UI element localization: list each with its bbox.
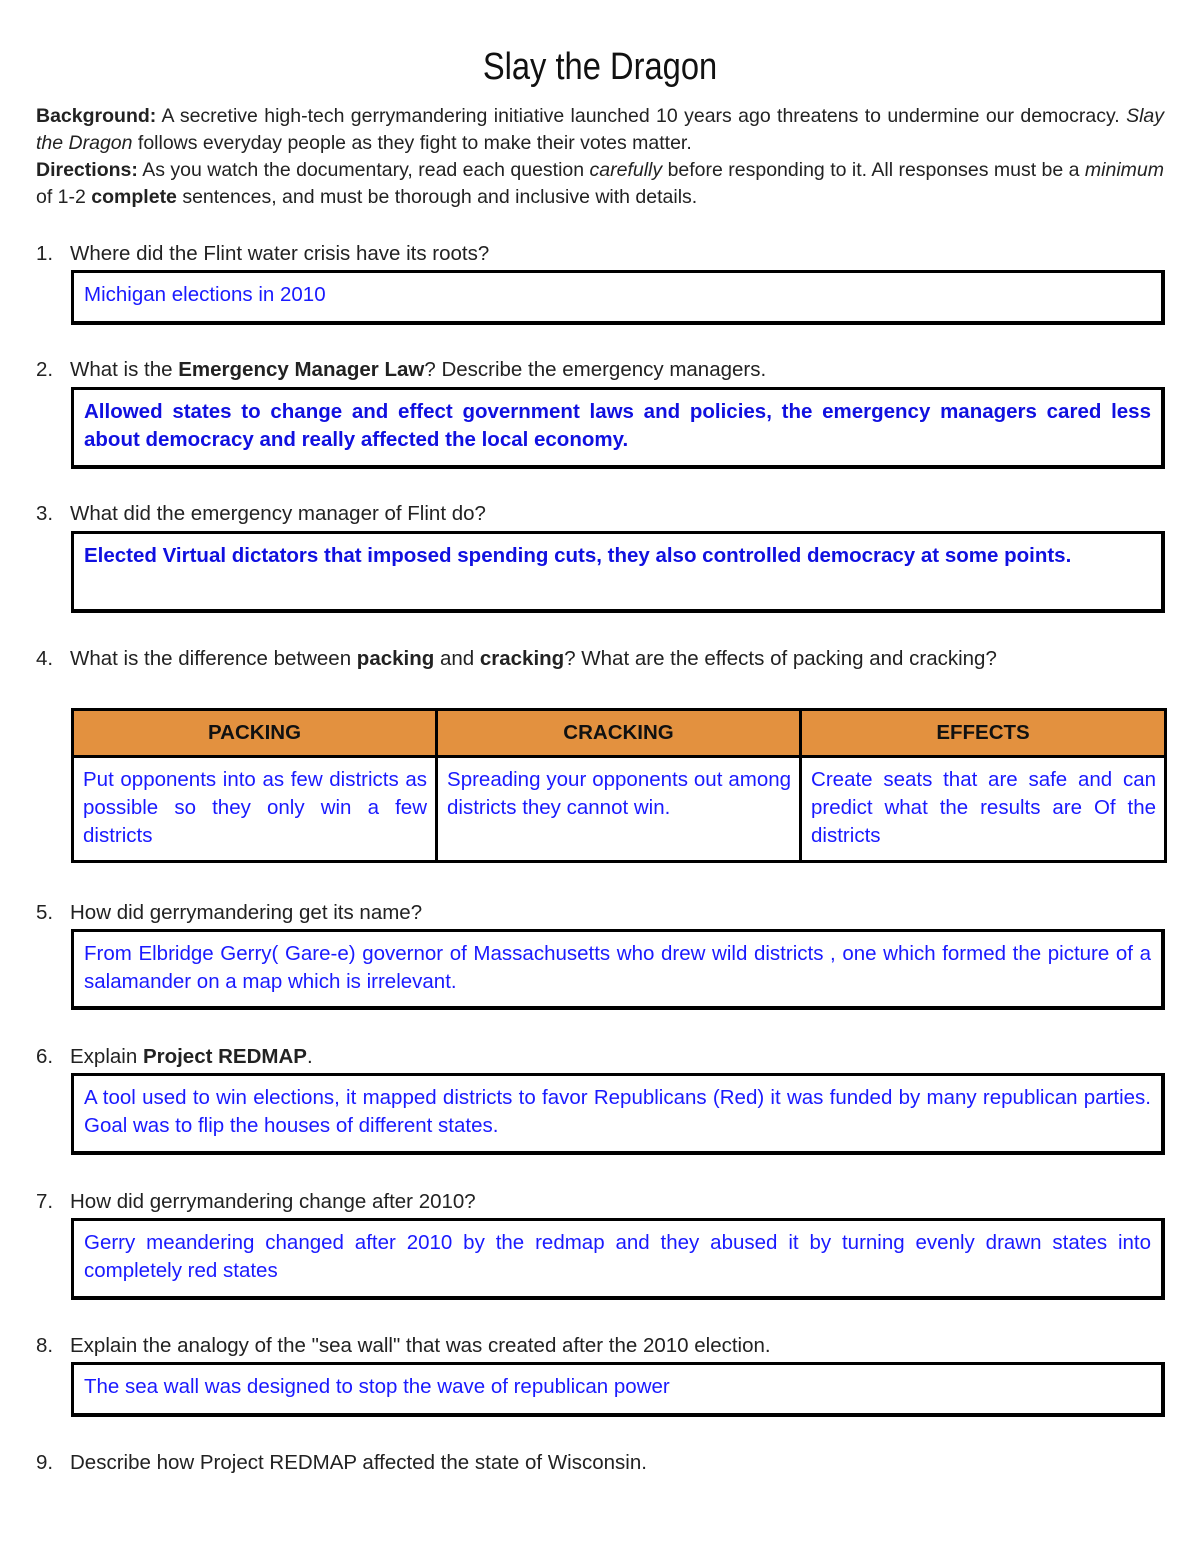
answer-box-2[interactable]: Allowed states to change and effect government laws and policies, the emergency managers cared less about democracy and really affected the local economy. <box>71 387 1165 469</box>
directions-paragraph: Directions: As you watch the documentary, read each question carefully before responding to it. All responses must be a minimum of 1-2 complete sentences, and must be thorough and inclusive with details. <box>36 159 1164 208</box>
answer-box-5[interactable]: From Elbridge Gerry( Gare-e) governor of Massachusetts who drew wild districts , one which formed the picture of a salamander on a map which is irrelevant. <box>71 929 1165 1010</box>
question-text: What did the emergency manager of Flint do? <box>70 502 486 525</box>
table-row <box>73 757 1166 862</box>
cell-packing[interactable]: Put opponents into as few districts as possible so they only win a few districts <box>73 757 437 862</box>
background-label: Background: <box>36 105 157 127</box>
directions-label: Directions: <box>36 159 138 181</box>
question-text: Where did the Flint water crisis have its roots? <box>70 242 490 265</box>
question-text: Describe how Project REDMAP affected the state of Wisconsin. <box>70 1451 647 1474</box>
header-packing: PACKING <box>73 710 437 757</box>
answer-box-8[interactable]: The sea wall was designed to stop the wave of republican power <box>71 1362 1165 1417</box>
question-text: Explain the analogy of the "sea wall" that was created after the 2010 election. <box>70 1334 771 1357</box>
table-header-row <box>73 710 1166 757</box>
question-text: What is the Emergency Manager Law? Describe the emergency managers. <box>70 358 767 381</box>
cell-cracking[interactable]: Spreading your opponents out among districts they cannot win. <box>437 757 801 862</box>
question-text: How did gerrymandering get its name? <box>70 901 423 924</box>
question-text: Explain Project REDMAP. <box>70 1045 313 1068</box>
question-text: How did gerrymandering change after 2010? <box>70 1190 476 1213</box>
answer-box-3[interactable]: Elected Virtual dictators that imposed spending cuts, they also controlled democracy at some points. <box>71 531 1165 613</box>
answer-box-6[interactable]: A tool used to win elections, it mapped districts to favor Republicans (Red) it was funded by many republican parties. Goal was to flip the houses of different states. <box>71 1073 1165 1155</box>
page-title: Slay the Dragon <box>482 46 718 88</box>
question-text: What is the difference between packing and cracking? What are the effects of packing and cracking? <box>70 647 997 670</box>
answer-box-7[interactable]: Gerry meandering changed after 2010 by the redmap and they abused it by turning evenly drawn states into completely red states <box>71 1218 1165 1300</box>
worksheet-page: Slay the Dragon Background: A secretive high-tech gerrymandering initiative launched 10 years ago threatens to undermine our democracy. Slay the Dragon follows everyday people as they fight to make their votes matter. Directions: As you watch the documentary, read each question carefully before responding to it. All responses must be a minimum of 1-2 complete sentences, and must be thorough and inclusive with details. 1. Where did the Flint water crisis have its roots? Michigan elections in 2010 2. What is the Emergency Manager Law? Describe the emergency managers. Allowed states to change and effect government laws and policies, the emergency managers cared less about democracy and really affected the local economy. 3. What did the emergency manager of Flint do? Elected Virtual dictators that imposed spending cuts, they also controlled democracy at some points. 4. What is the difference between packing and cracking? What are the effects of packing and cracking? PACKING CRACKING EFFECTS Put opponents into as few districts as possible so they only win a few districts Spreading your opponents out among districts they cannot win. Create seats that are safe and can predict what the results are Of the districts 5. How did gerrymandering get its name? From Elbridge Gerry( Gare-e) governor of Massachusetts who drew wild districts , one which formed the picture of a salamander on a map which is irrelevant. 6. Explain Project REDMAP. A tool used to win elections, it mapped districts to favor Republicans (Red) it was funded by many republican parties. Goal was to flip the houses of different states. 7. How did gerrymandering change after 2010? Gerry meandering changed after 2010 by the redmap and they abused it by turning evenly drawn states into completely red states 8. Explain the analogy of the "sea wall" that was created after the 2010 election. The sea wall was designed to stop the wave of republican power 9. Describe how Project REDMAP affected the state of Wisconsin. <box>0 0 1200 1553</box>
background-paragraph: Background: A secretive high-tech gerrymandering initiative launched 10 years ago threatens to undermine our democracy. Slay the Dragon follows everyday people as they fight to make their votes matter. <box>36 105 1164 154</box>
answer-box-1[interactable]: Michigan elections in 2010 <box>71 270 1165 325</box>
intro-section <box>36 103 1164 211</box>
header-effects: EFFECTS <box>801 710 1166 757</box>
cell-effects[interactable]: Create seats that are safe and can predict what the results are Of the districts <box>801 757 1166 862</box>
header-cracking: CRACKING <box>437 710 801 757</box>
packing-cracking-table <box>71 708 1167 863</box>
film-title: Slay the Dragon <box>36 105 1164 154</box>
